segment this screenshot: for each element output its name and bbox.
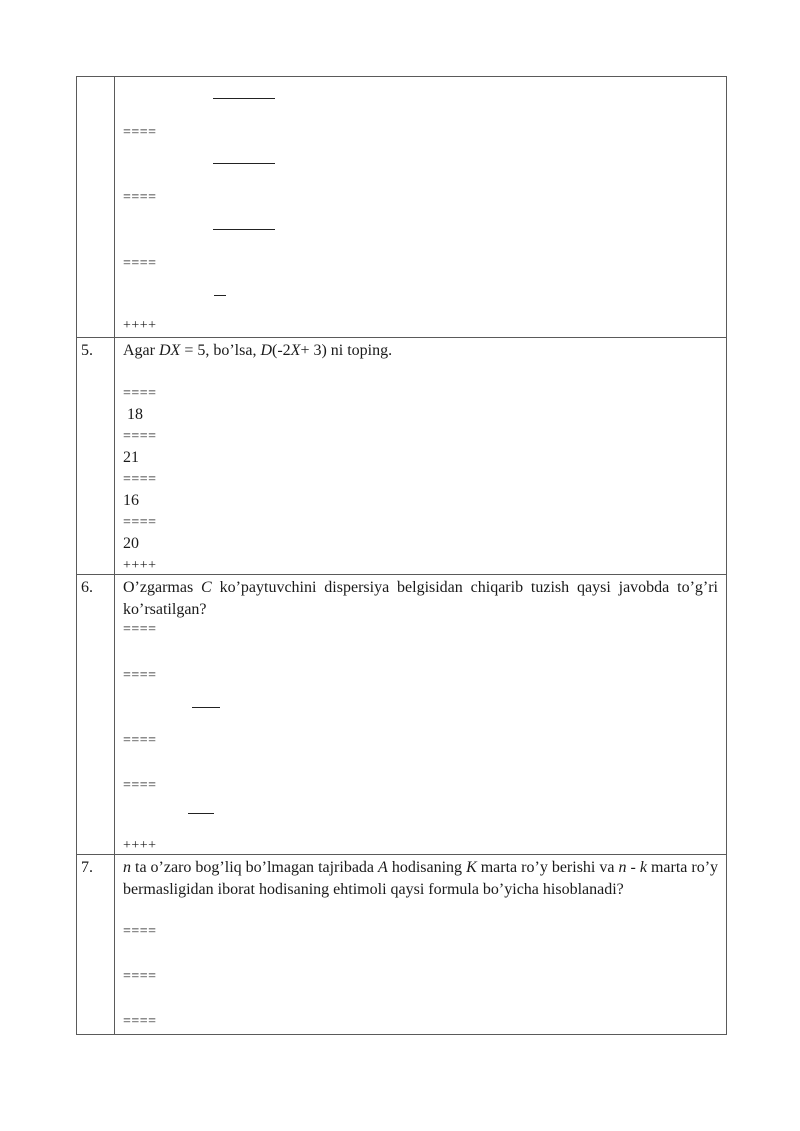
- end-marker: ++++: [123, 558, 157, 573]
- option-separator: ====: [123, 733, 157, 748]
- table-row: [77, 77, 727, 338]
- option-separator: ====: [123, 1014, 157, 1029]
- option-separator: ====: [123, 515, 157, 530]
- question-cell: [115, 77, 727, 338]
- number-cell: [77, 77, 115, 338]
- question-number: 5.: [81, 342, 93, 359]
- table-row: [77, 338, 727, 575]
- question-text: O’zgarmas C ko’paytuvchini dispersiya belgisidan chiqarib tuzish qaysi javobda to’g’ri ko’rsatilgan?: [123, 579, 718, 618]
- option-separator: ====: [123, 386, 157, 401]
- option-separator: ====: [123, 256, 157, 271]
- fraction-line: [213, 163, 275, 164]
- question-cell: [115, 338, 727, 575]
- option-separator: ====: [123, 969, 157, 984]
- table-row: [77, 575, 727, 855]
- fraction-line: [213, 229, 275, 230]
- option-separator: ====: [123, 924, 157, 939]
- answer-option: 18: [127, 406, 143, 423]
- option-separator: ====: [123, 125, 157, 140]
- end-marker: ++++: [123, 838, 157, 853]
- option-separator: ====: [123, 190, 157, 205]
- question-number: 7.: [81, 859, 93, 876]
- question-text: n ta o’zaro bog’liq bo’lmagan tajribada A hodisaning K marta ro’y berishi va n - k marta ro’y bermasligidan iborat hodisaning ehtimoli qaysi formula bo’yicha hisoblanadi?: [123, 859, 719, 898]
- answer-option: 21: [123, 449, 139, 466]
- number-cell: [77, 575, 115, 855]
- option-separator: ====: [123, 622, 157, 637]
- fraction-line: [192, 707, 220, 708]
- question-text: Agar DX = 5, bo’lsa, D(-2X+ 3) ni toping.: [123, 342, 393, 359]
- option-separator: ====: [123, 472, 157, 487]
- fraction-line: [188, 813, 214, 814]
- fraction-line: [214, 295, 226, 296]
- question-cell: [115, 575, 727, 855]
- question-cell: [115, 855, 727, 1035]
- option-separator: ====: [123, 429, 157, 444]
- fraction-line: [213, 98, 275, 99]
- option-separator: ====: [123, 778, 157, 793]
- option-separator: ====: [123, 668, 157, 683]
- answer-option: 20: [123, 535, 139, 552]
- table-row: [77, 855, 727, 1035]
- end-marker: ++++: [123, 318, 157, 333]
- answer-option: 16: [123, 492, 139, 509]
- question-table: [76, 76, 727, 1035]
- question-number: 6.: [81, 579, 93, 596]
- number-cell: [77, 855, 115, 1035]
- number-cell: [77, 338, 115, 575]
